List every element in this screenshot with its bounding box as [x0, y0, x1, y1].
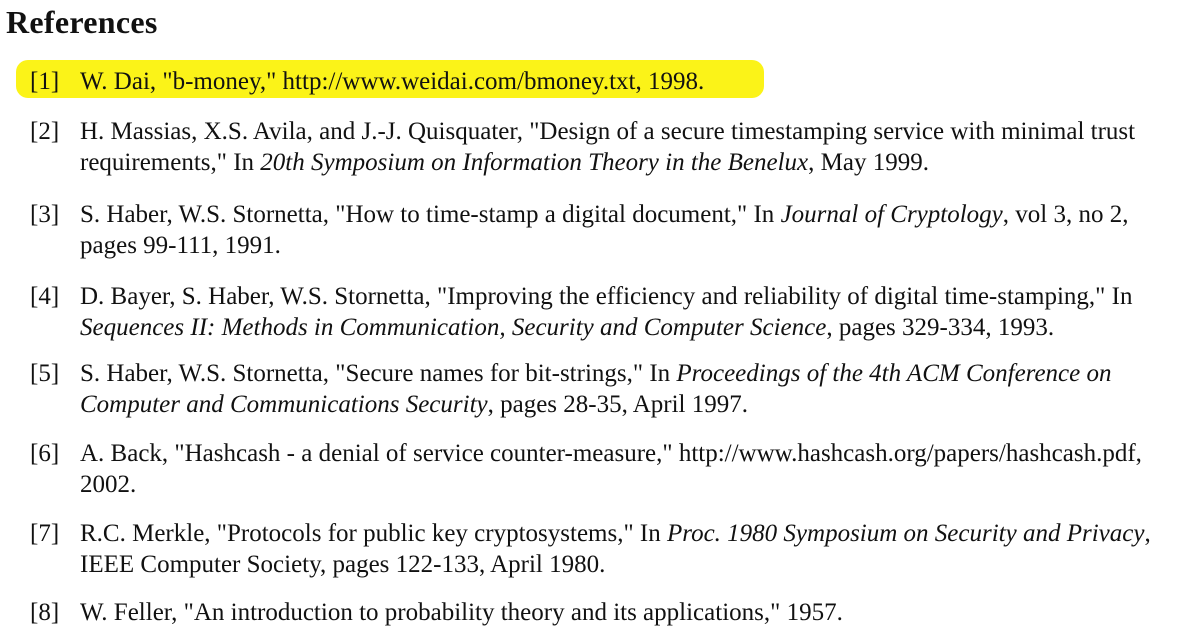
reference-segment: W. Dai, "b-money," http://www.weidai.com/bmoney.txt, 1998. [80, 68, 705, 95]
reference-segment: S. Haber, W.S. Stornetta, "How to time-stamp a digital document," In [80, 201, 781, 228]
reference-text [80, 281, 1185, 343]
reference-segment: , IEEE Computer Society, pages 122-133, April 1980. [80, 520, 1151, 578]
reference-segment: , pages 28-35, April 1997. [487, 391, 748, 418]
reference-text [80, 438, 1185, 500]
reference-segment: S. Haber, W.S. Stornetta, "Secure names for bit-strings," In [80, 360, 677, 387]
reference-segment: D. Bayer, S. Haber, W.S. Stornetta, "Improving the efficiency and reliability of digital time-stamping," In [80, 283, 1133, 310]
reference-text [80, 597, 1185, 628]
reference-text [80, 66, 1185, 97]
reference-segment: , vol 3, no 2, pages 99-111, 1991. [80, 201, 1129, 259]
reference-venue: 20th Symposium on Information Theory in the Benelux [260, 149, 809, 176]
reference-number: [1] [30, 68, 60, 95]
reference-number: [8] [30, 599, 60, 626]
reference-venue: Sequences II: Methods in Communication, Security and Computer Science [80, 314, 827, 341]
reference-segment: W. Feller, "An introduction to probability theory and its applications," 1957. [80, 599, 843, 626]
reference-venue: Proceedings of the 4th ACM Conference on Computer and Communications Security [80, 360, 1112, 418]
section-heading: References [6, 4, 158, 40]
reference-number: [7] [30, 520, 60, 547]
reference-text [80, 116, 1185, 178]
reference-segment: R.C. Merkle, "Protocols for public key cryptosystems," In [80, 520, 667, 547]
reference-segment: H. Massias, X.S. Avila, and J.-J. Quisquater, "Design of a secure timestamping service with minimal trust requirements," In [80, 118, 1136, 176]
reference-text [80, 358, 1185, 420]
reference-number: [6] [30, 440, 60, 467]
reference-number: [2] [30, 118, 60, 145]
reference-text [80, 518, 1185, 580]
reference-segment: , pages 329-334, 1993. [826, 314, 1055, 341]
reference-number: [4] [30, 283, 60, 310]
reference-venue: Journal of Cryptology [780, 201, 1003, 228]
reference-venue: Proc. 1980 Symposium on Security and Privacy [667, 520, 1145, 547]
reference-segment: , May 1999. [808, 149, 929, 176]
reference-text [80, 199, 1185, 261]
reference-number: [5] [30, 360, 60, 387]
reference-segment: A. Back, "Hashcash - a denial of service counter-measure," http://www.hashcash.org/papers/hashcash.pdf, 2002. [80, 440, 1142, 498]
reference-number: [3] [30, 201, 60, 228]
